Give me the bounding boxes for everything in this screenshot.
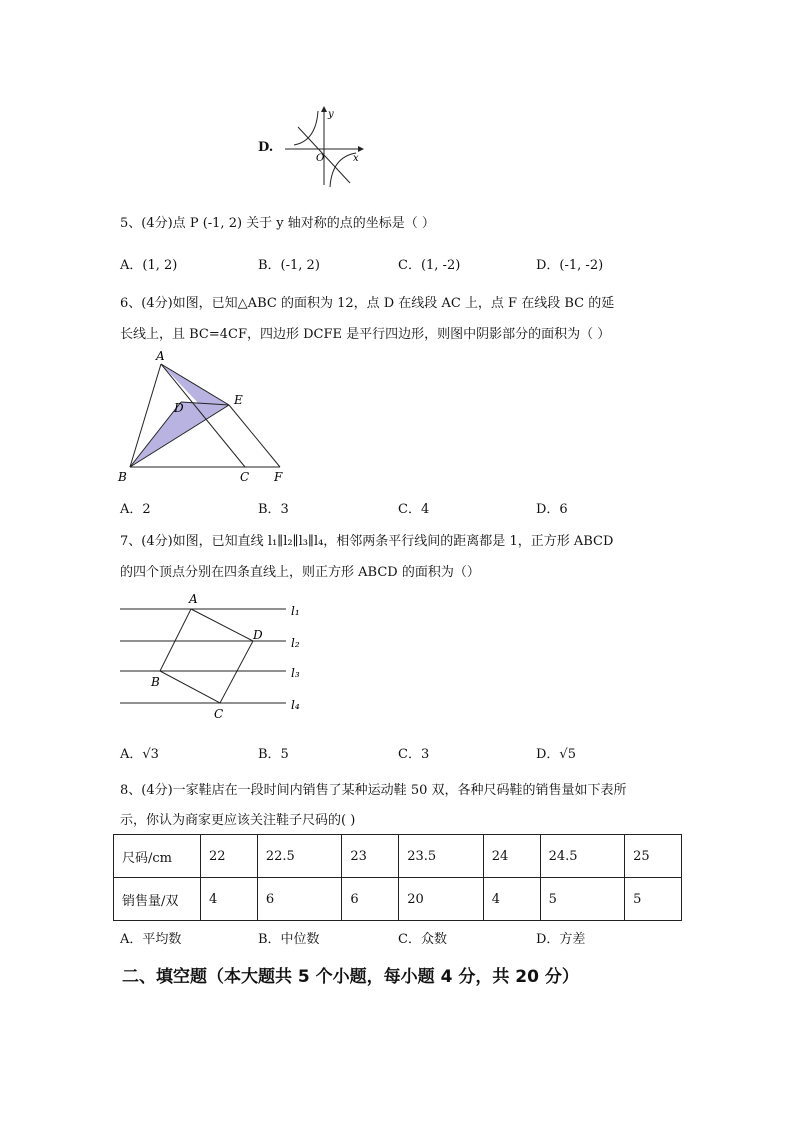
- count-cell: 5: [540, 878, 624, 921]
- shoe-size-sales-table: [113, 834, 682, 921]
- q7-question-line2: 的四个顶点分别在四条直线上，则正方形 ABCD 的面积为（）: [120, 565, 480, 580]
- count-cell: 4: [201, 878, 258, 921]
- q4-origin-label: O: [316, 153, 325, 164]
- q7-option-b[interactable]: B．5: [258, 747, 289, 762]
- count-cell: 4: [483, 878, 540, 921]
- q8-option-d[interactable]: D．方差: [536, 932, 586, 947]
- q6-option-a[interactable]: A．2: [120, 502, 151, 517]
- size-cell: 22: [201, 835, 258, 878]
- q7-option-a[interactable]: A．√3: [120, 747, 159, 762]
- q8-option-c[interactable]: C．众数: [398, 932, 447, 947]
- q7-label-d: D: [253, 628, 263, 642]
- count-row-header: 销售量/双: [114, 878, 201, 921]
- q6-option-c[interactable]: C．4: [398, 502, 430, 517]
- q4-y-axis-label: y: [328, 109, 334, 120]
- size-row-header: 尺码/cm: [114, 835, 201, 878]
- q7-label-l2: l₂: [291, 636, 300, 650]
- q7-option-d[interactable]: D．√5: [536, 747, 576, 762]
- q8-option-b[interactable]: B．中位数: [258, 932, 320, 947]
- q6-option-d[interactable]: D．6: [536, 502, 568, 517]
- size-cell: 24.5: [540, 835, 624, 878]
- q5-option-b[interactable]: B．(-1, 2): [258, 258, 320, 273]
- q7-label-l4: l₄: [291, 698, 300, 712]
- q6-label-c: C: [240, 470, 250, 484]
- size-cell: 24: [483, 835, 540, 878]
- q7-label-l1: l₁: [291, 604, 300, 618]
- table-row: [114, 835, 682, 878]
- size-cell: 23.5: [399, 835, 483, 878]
- q5-option-d[interactable]: D．(-1, -2): [536, 258, 604, 273]
- q6-option-b[interactable]: B．3: [258, 502, 289, 517]
- q5-option-c[interactable]: C．(1, -2): [398, 258, 461, 273]
- q8-option-a[interactable]: A．平均数: [120, 932, 182, 947]
- q7-parallel-lines-square-figure: [118, 590, 313, 720]
- q6-label-a: A: [156, 350, 165, 363]
- table-row: [114, 878, 682, 921]
- q7-label-b: B: [151, 675, 160, 689]
- q7-question-line1: 7、(4分)如图，已知直线 l₁∥l₂∥l₃∥l₄，相邻两条平行线间的距离都是 1，正方形 ABCD: [120, 534, 614, 549]
- size-cell: 23: [342, 835, 399, 878]
- q6-label-f: F: [274, 470, 283, 484]
- q4-option-d-label: D.: [258, 140, 274, 155]
- q8-question-line2: 示，你认为商家更应该关注鞋子尺码的( ): [120, 813, 356, 828]
- q6-label-d: D: [174, 401, 184, 415]
- q6-question-line2: 长线上，且 BC=4CF，四边形 DCFE 是平行四边形，则图中阴影部分的面积为（ ）: [120, 327, 611, 342]
- size-cell: 25: [625, 835, 682, 878]
- q6-question-line1: 6、(4分)如图，已知△ABC 的面积为 12，点 D 在线段 AC 上，点 F 在线段 BC 的延: [120, 296, 615, 311]
- q5-option-a[interactable]: A．(1, 2): [120, 258, 178, 273]
- q4-x-axis-label: x: [353, 153, 359, 164]
- q7-label-a: A: [189, 592, 198, 606]
- q8-question-line1: 8、(4分)一家鞋店在一段时间内销售了某种运动鞋 50 双，各种尺码鞋的销售量如下表所: [120, 783, 627, 798]
- count-cell: 6: [342, 878, 399, 921]
- count-cell: 6: [257, 878, 341, 921]
- q7-label-l3: l₃: [291, 666, 300, 680]
- section-2-title: 二、填空题（本大题共 5 个小题，每小题 4 分，共 20 分）: [122, 967, 579, 987]
- q6-triangle-figure: [112, 350, 297, 488]
- count-cell: 5: [625, 878, 682, 921]
- q5-question: 5、(4分)点 P (-1, 2) 关于 y 轴对称的点的坐标是（ ）: [120, 216, 435, 231]
- q4-inverse-function-graph: [280, 105, 365, 190]
- count-cell: 20: [399, 878, 483, 921]
- q7-option-c[interactable]: C．3: [398, 747, 430, 762]
- q6-label-b: B: [118, 470, 127, 484]
- q7-label-c: C: [214, 707, 224, 720]
- size-cell: 22.5: [257, 835, 341, 878]
- q6-label-e: E: [234, 393, 243, 407]
